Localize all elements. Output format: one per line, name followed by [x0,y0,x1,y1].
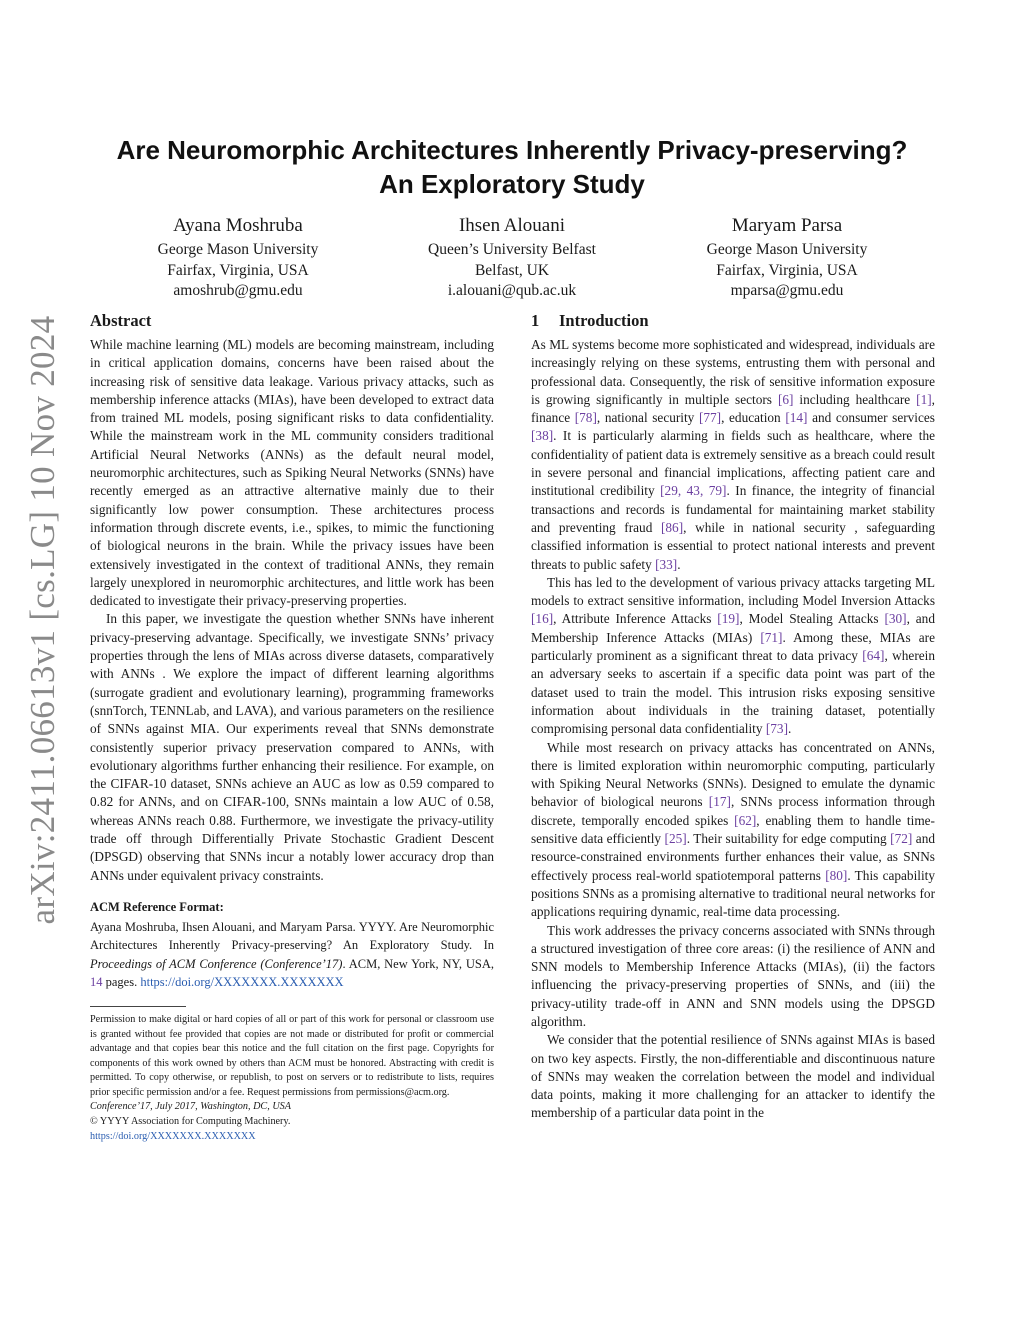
author-affiliation: George Mason University [706,241,868,258]
acm-ref-pages-link[interactable]: 14 [90,975,103,990]
citation-link[interactable]: [71] [760,629,783,645]
abstract-paragraph-2: In this paper, we investigate the question whether SNNs have inherent privacy-preserving advantage. Specifically, we investigate SNNs’ privacy properties through the lens of MIAs across diverse datasets, comparatively with ANNs . We explore the impact of different learning algorithms (surrogate gradient and evolutionary learning), programming frameworks (snnTorch, TENNLab, and LAVA), and various parameters on the resilience of SNNs against MIA. Our experiments reveal that SNNs demonstrate consistently superior privacy preservation compared to ANNs, with evolutionary algorithms further enhancing their resilience. For example, on the CIFAR-10 dataset, SNNs achieve an AUC as low as 0.59 compared to 0.82 for ANNs, and on CIFAR-100, SNNs maintain a low AUC of 0.58, whereas ANNs reach 0.88. Furthermore, we investigate the privacy-utility trade off through Differentially Private Stochastic Gradient Descent (DPSGD) observing that SNNs incur a notably lower accuracy drop than ANNs under equivalent privacy constraints. [90,611,494,883]
acm-ref-text-a: Ayana Moshruba, Ihsen Alouani, and Maryam Parsa. YYYY. Are Neuromorphic Architectures Inherently Privacy-preserving? An Exploratory Study. In [90,919,494,953]
citation-link[interactable]: [38] [531,428,554,444]
citation-link[interactable]: [64] [862,648,885,664]
acm-ref-text-b: . ACM, New York, NY, USA, [342,956,494,971]
permission-doi-link[interactable]: https://doi.org/XXXXXXX.XXXXXXX [90,1130,256,1142]
citation-link[interactable]: [25] [664,831,687,847]
footnote-divider [90,1006,186,1007]
citation-link[interactable]: [19] [717,611,740,627]
citation-link[interactable]: [6] [777,391,794,407]
arxiv-identifier: arXiv:2411.06613v1 [cs.LG] 10 Nov 2024 [23,315,62,925]
paper-title-line-1: Are Neuromorphic Architectures Inherently Privacy-preserving? [116,135,908,165]
permission-block [90,1013,494,1144]
acm-ref-text-c: pages. [102,975,141,990]
citation-link[interactable]: [73] [765,721,789,737]
citation-link[interactable]: [30] [884,611,907,627]
citation-link[interactable]: [29, 43, 79] [660,483,727,499]
section-title: Introduction [559,311,649,330]
arxiv-sidebar-stamp [14,300,72,940]
author-2 [362,214,662,302]
author-name: Ihsen Alouani [458,215,566,236]
paper-title [60,133,964,201]
author-email[interactable]: i.alouani@qub.ac.uk [447,282,577,299]
abstract-heading: Abstract [90,311,152,330]
author-email[interactable]: mparsa@gmu.edu [730,282,844,299]
citation-link[interactable]: [17] [708,794,731,810]
acm-ref-venue: Proceedings of ACM Conference (Conference’17) [90,956,343,971]
author-name: Maryam Parsa [731,215,843,236]
author-affiliation: Queen’s University Belfast [428,241,596,258]
citation-link[interactable]: [86] [660,519,684,535]
citation-link[interactable]: [62] [734,812,757,828]
left-column [90,310,494,1144]
author-location: Fairfax, Virginia, USA [716,261,858,279]
acm-reference-text [90,918,494,992]
citation-link[interactable]: [77] [698,410,722,426]
introduction-heading [531,310,935,332]
intro-paragraph-3: While most research on privacy attacks has concentrated on ANNs, there is limited exploration within neuromorphic computing, particularly with Spiking Neural Networks (SNNs). Designed to emulate the dynamic behavior of biological neurons [17], SNNs process information through discrete, temporally encoded spikes [62], enabling them to handle time-sensitive data efficiently [25]. Their suitability for edge computing [72] and resource-constrained environments further enhances their value, as SNNs effectively process real-world spatiotemporal patterns [80]. This capability positions SNNs as a promising alternative to traditional neural networks for applications requiring dynamic, real-time data processing. [531,739,935,920]
intro-paragraph-1: As ML systems become more sophisticated and widespread, individuals are increasingly relying on these systems, entrusting them with personal and professional data. Consequently, the risk of sensitive information exposure is growing significantly in multiple sectors [6] including healthcare [1], finance [78], national security [77], education [14] and consumer services [38]. It is particularly alarming in fields such as healthcare, where the confidentiality of patient data is extremely sensitive as a breach could result in severe personal and financial implications, affecting patient care and institutional credibility [29, 43, 79]. In finance, the integrity of financial transactions and records is fundamental for maintaining market stability and preventing fraud [86], while in national security , safeguarding classified information is essential to protect national interests and prevent threats to public safety [33]. [531,337,936,572]
paper-title-line-2: An Exploratory Study [379,169,645,199]
intro-paragraph-2: This has led to the development of various privacy attacks targeting ML models to extract sensitive information, including Model Inversion Attacks [16], Attribute Inference Attacks [19], Model Stealing Attacks [30], and Membership Inference Attacks (MIAs) [71]. Among these, MIAs are particularly prominent as a significant threat to data privacy [64], wherein an adversary seeks to ascertain if a specific data point was part of the dataset used to train the model. This intrusion risks exposing sensitive information about individuals in the training dataset, potentially compromising personal data confidentiality [73]. [531,574,936,737]
copyright-line: © YYYY Association for Computing Machinery. [90,1116,291,1128]
author-location: Fairfax, Virginia, USA [167,261,309,279]
citation-link[interactable]: [33] [655,556,678,572]
citation-link[interactable]: [16] [531,611,554,627]
conference-line: Conference’17, July 2017, Washington, DC, USA [90,1101,291,1113]
acm-ref-doi-link[interactable]: https://doi.org/XXXXXXX.XXXXXXX [140,975,344,990]
citation-link[interactable]: [78] [574,410,597,426]
right-column [531,310,935,1123]
citation-link[interactable]: [14] [785,410,808,426]
citation-link[interactable]: [1] [916,391,932,407]
citation-link[interactable]: [72] [890,831,913,847]
abstract-paragraph-1: While machine learning (ML) models are becoming mainstream, including in critical application domains, concerns have been raised about the increasing risk of sensitive data leakage. Various privacy attacks, such as membership inference attacks (MIAs), have been developed to extract data from trained ML models, posing significant risks to data confidentiality. While the mainstream work in the ML community considers traditional Artificial Neural Networks (ANNs) as the default neural model, neuromorphic architectures, such as Spiking Neural Networks (SNNs) have recently emerged as an attractive alternative mainly due to their significantly low power consumption. These architectures process information through discrete events, i.e., spikes, to mimic the functioning of biological neurons in the brain. While the privacy issues have been extensively investigated in the context of traditional ANNs, they remain largely unexplored in neuromorphic architectures, and little work has been dedicated to investigate their privacy-preserving properties. [90,337,494,609]
author-affiliation: George Mason University [157,241,319,258]
author-location: Belfast, UK [474,261,550,279]
acm-reference-heading: ACM Reference Format: [90,899,224,914]
citation-link[interactable]: [80] [825,867,848,883]
intro-paragraph-4: This work addresses the privacy concerns associated with SNNs through a structured investigation of three core areas: (i) the resilience of ANN and SNN models to Membership Inference Attacks (MIAs), (ii) the factors influencing the privacy-preserving properties of SNNs, and (iii) the privacy-utility trade-off in ANN and SNN models using the DPSGD algorithm. [531,922,935,1029]
section-number: 1 [531,311,540,330]
author-email[interactable]: amoshrub@gmu.edu [173,282,303,299]
author-1 [88,214,388,302]
author-name: Ayana Moshruba [173,215,303,236]
intro-paragraph-5: We consider that the potential resilience of SNNs against MIAs is based on two key aspects. Firstly, the non-differentiable and discontinuous nature of SNNs may weaken the correlation between the model and individual data points, making it more challenging for an attacker to identify the membership of a particular data point in the [531,1032,935,1121]
acm-reference-format [90,899,494,992]
permission-text: Permission to make digital or hard copies of all or part of this work for personal or classroom use is granted without fee provided that copies are not made or distributed for profit or commercial advantage and that copies bear this notice and the full citation on the first page. Copyrights for components of this work owned by others than ACM must be honored. Abstracting with credit is permitted. To copy otherwise, or republish, to post on servers or to redistribute to lists, requires prior specific permission and/or a fee. Request permissions from permissions@acm.org. [90,1013,494,1098]
author-3 [637,214,937,302]
